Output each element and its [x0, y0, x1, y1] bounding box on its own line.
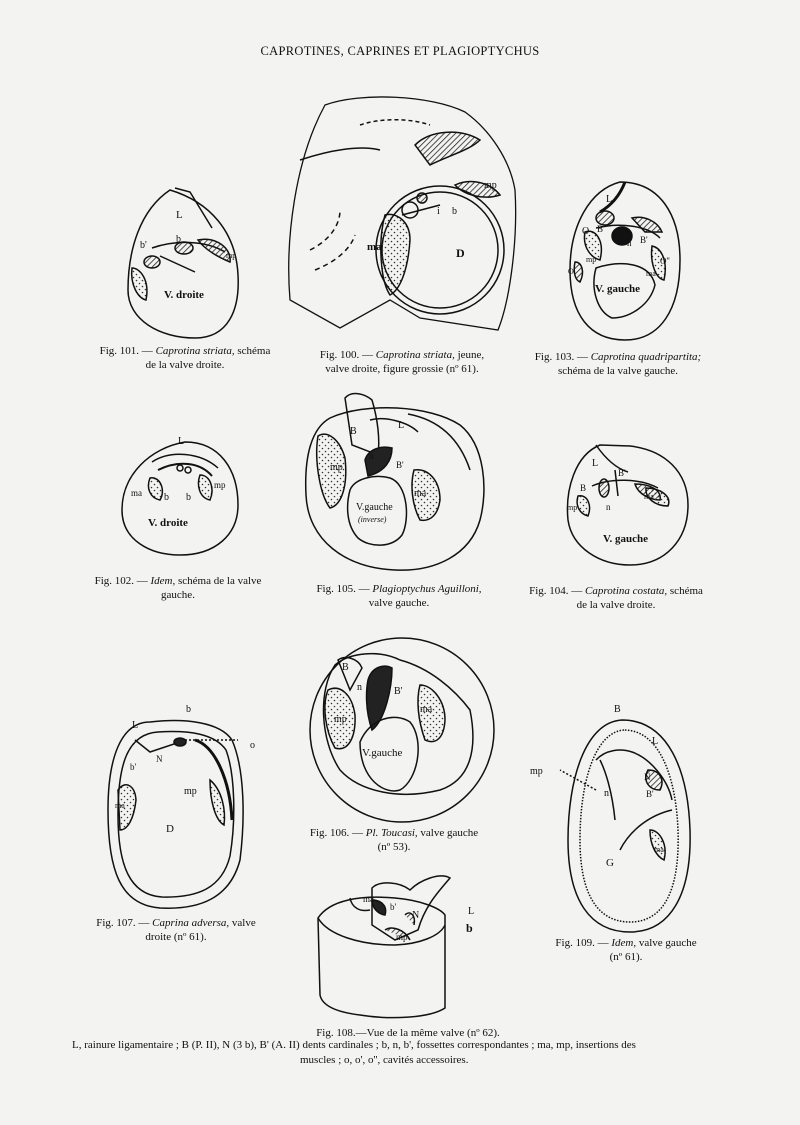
fig-102-label-ma: ma	[131, 488, 142, 498]
fig-100-label-mp: mp	[484, 180, 497, 191]
fig-106-label-B: B	[342, 662, 349, 673]
fig-101-label-b1: b'	[140, 240, 147, 251]
fig-109-drawing	[560, 720, 690, 932]
legend-line-1: L, rainure ligamentaire ; B (P. II), N (3 b), B' (A. II) dents cardinales ; b, n, b', fossettes correspondantes ; ma, mp, insertions des	[72, 1039, 636, 1051]
fig-103-caption: Fig. 103. — Caprotina quadripartita; schéma de la valve gauche.	[534, 351, 702, 377]
fig-102-drawing	[122, 442, 238, 555]
fig-108-label-ma: ma	[363, 894, 374, 904]
fig-101-caption: Fig. 101. — Caprotina striata, schéma de la valve droite.	[99, 345, 271, 371]
fig-105-label-n: n	[369, 451, 374, 461]
fig-103-label-B: B	[597, 224, 604, 234]
fig-106-drawing	[310, 638, 494, 822]
legend-line-2: muscles ; o, o', o'', cavités accessoires.	[300, 1054, 469, 1066]
fig-103-label-n: n	[627, 238, 632, 248]
fig-106-label-ma: ma	[420, 704, 433, 715]
fig-103-valve-label: V. gauche	[595, 283, 641, 295]
fig-103-label-L: L	[606, 194, 613, 205]
fig-108-label-b: b	[466, 921, 473, 935]
fig-109-label-mp: mp	[530, 766, 543, 777]
fig-108-caption: Fig. 108.—Vue de la même valve (nº 62).	[316, 1027, 500, 1039]
fig-109-label-B: B	[614, 704, 621, 715]
fig-101-label-b: b	[176, 234, 181, 245]
fig-108-label-L: L	[468, 906, 475, 917]
fig-100-label-b: b	[452, 206, 457, 217]
fig-105-valve-label: V.gauche	[356, 502, 393, 513]
fig-103-label-ma: ma	[646, 269, 656, 278]
fig-102-label-b: b	[164, 492, 169, 503]
fig-107-label-D: D	[166, 823, 174, 835]
fig-100-caption: Fig. 100. — Caprotina striata, jeune, valve droite, figure grossie (nº 61).	[319, 349, 485, 375]
fig-102-label-L: L	[178, 436, 185, 447]
fig-104-label-mp: mp	[567, 503, 578, 512]
fig-101-label-mp: mp	[226, 251, 237, 260]
fig-105-label-B1: B'	[396, 460, 404, 470]
fig-106-caption: Fig. 106. — Pl. Toucasi, valve gauche (nº 53).	[309, 827, 479, 853]
fig-101-drawing	[128, 188, 238, 338]
fig-107-label-N: N	[156, 754, 163, 764]
fig-101-valve-label: V. droite	[164, 289, 204, 301]
fig-104-label-n: n	[606, 502, 611, 512]
fig-107-label-b: b	[186, 704, 191, 715]
fig-103-label-O2: O''	[660, 256, 670, 266]
page-header: CAPROTINES, CAPRINES ET PLAGIOPTYCHUS	[260, 44, 540, 58]
fig-106-label-n: n	[357, 682, 362, 693]
fig-104-label-L: L	[592, 458, 599, 469]
fig-107-label-mp: mp	[184, 786, 197, 797]
fig-107-caption: Fig. 107. — Caprina adversa, valve droite (nº 61).	[96, 917, 256, 943]
fig-105-label-mp: mp	[330, 462, 343, 473]
fig-106-valve-label: V.gauche	[362, 747, 403, 759]
fig-105-label-B: B	[350, 426, 357, 437]
fig-107-label-ma: ma	[115, 801, 125, 810]
fig-108-label-mp: mp	[396, 932, 408, 942]
fig-107-label-L: L	[132, 720, 139, 731]
fig-109-label-L: L	[652, 736, 659, 747]
fig-105-inverse-label: (inverse)	[358, 515, 387, 524]
fig-100-label-D: D	[456, 246, 465, 260]
fig-102-label-mp: mp	[214, 480, 226, 490]
fig-107-drawing	[108, 721, 243, 909]
plate-legend	[72, 1038, 712, 1068]
fig-109-label-B1: B'	[646, 789, 654, 799]
fig-108-label-N: N	[412, 910, 420, 921]
fig-109-label-N: N	[644, 772, 651, 782]
fig-109-label-G: G	[606, 857, 614, 869]
fig-104-drawing	[567, 445, 688, 565]
fig-104-label-B: B	[580, 483, 587, 493]
fig-109-label-n: n	[604, 788, 609, 799]
fig-106-label-B1: B'	[394, 686, 403, 697]
fig-100-label-ma: ma	[367, 241, 382, 253]
fig-105-label-L: L	[398, 420, 405, 431]
fig-104-label-B1: B'	[618, 468, 626, 478]
fig-108-drawing	[318, 876, 450, 1018]
fig-105-drawing	[306, 394, 484, 571]
fig-103-label-B1: B'	[640, 235, 648, 245]
fig-109-caption: Fig. 109. — Idem, valve gauche (nº 61).	[555, 937, 697, 963]
fig-105-label-ma: ma	[414, 488, 427, 499]
fig-102-valve-label: V. droite	[148, 517, 188, 529]
fig-101-label-L: L	[176, 209, 183, 221]
fig-105-caption: Fig. 105. — Plagioptychus Aguilloni, valve gauche.	[316, 583, 482, 609]
fig-109-label-ma: ma	[654, 845, 664, 854]
fig-104-valve-label: V. gauche	[603, 533, 649, 545]
fig-104-caption: Fig. 104. — Caprotina costata, schéma de la valve droite.	[529, 585, 703, 611]
fig-104-label-ma: ma	[644, 492, 654, 501]
fig-103-label-O: O	[582, 226, 590, 237]
fig-103-label-mp: mp	[586, 255, 597, 264]
fig-107-label-o: o	[250, 740, 255, 751]
fig-108-label-b1: b'	[390, 902, 397, 912]
fig-102-caption: Fig. 102. — Idem, schéma de la valve gauche.	[94, 575, 262, 601]
fig-106-label-mp: mp	[334, 714, 347, 725]
fig-100-drawing	[289, 97, 516, 330]
fig-107-label-b1: b'	[130, 762, 137, 772]
fig-102-label-b2: b	[186, 492, 191, 503]
fig-103-label-O1: O'	[568, 267, 576, 276]
fig-100-label-i: i	[437, 206, 440, 217]
